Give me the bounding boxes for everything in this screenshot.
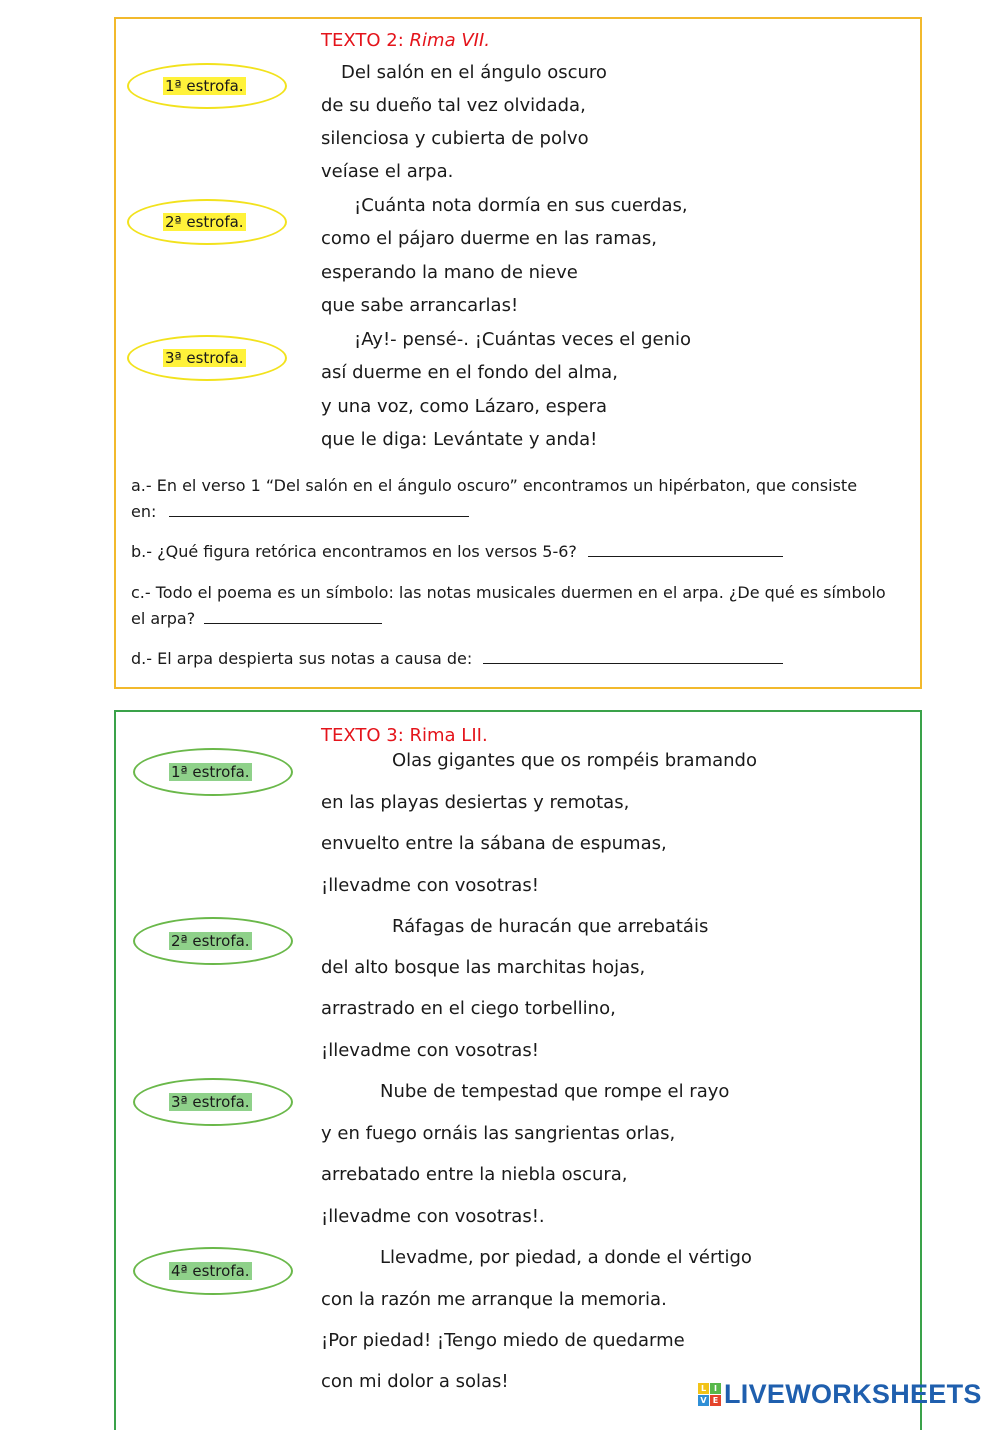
- answer-blank-d[interactable]: [483, 647, 783, 664]
- question-d: [131, 646, 891, 672]
- verse-line: ¡llevadme con vosotras!.: [321, 1206, 545, 1227]
- verse-line: envuelto entre la sábana de espumas,: [321, 833, 667, 854]
- texto3-stanza-tag-1[interactable]: [133, 748, 293, 796]
- stanza-label: 3ª estrofa.: [171, 1093, 250, 1111]
- verse-line: arrastrado en el ciego torbellino,: [321, 998, 616, 1019]
- answer-blank-c[interactable]: [204, 607, 382, 624]
- logo-mark-letter: I: [710, 1383, 721, 1394]
- verse-line: esperando la mano de nieve: [321, 262, 578, 283]
- answer-blank-b[interactable]: [588, 540, 783, 557]
- liveworksheets-logo[interactable]: [698, 1379, 982, 1409]
- verse-line: en las playas desiertas y remotas,: [321, 792, 630, 813]
- question-a-label: en:: [131, 502, 157, 521]
- logo-mark-letter: E: [710, 1395, 721, 1406]
- question-c-text: c.- Todo el poema es un símbolo: las notas musicales duermen en el arpa. ¿De qué es símbolo: [131, 583, 886, 602]
- question-a-answer-row: [131, 499, 891, 525]
- verse-line: ¡llevadme con vosotras!: [321, 875, 539, 896]
- verse-line: y una voz, como Lázaro, espera: [321, 396, 608, 417]
- texto3-box: [114, 710, 922, 1430]
- verse-line: ¡Por piedad! ¡Tengo miedo de quedarme: [321, 1330, 685, 1351]
- question-a-text: a.- En el verso 1 “Del salón en el ángulo oscuro” encontramos un hipérbaton, que consiste: [131, 476, 858, 495]
- stanza-label: 2ª estrofa.: [171, 932, 250, 950]
- question-b-text: b.- ¿Qué figura retórica encontramos en los versos 5-6?: [131, 542, 577, 561]
- answer-blank-a[interactable]: [169, 500, 469, 517]
- question-c-label: el arpa?: [131, 609, 196, 628]
- verse-line: del alto bosque las marchitas hojas,: [321, 957, 646, 978]
- verse-line: arrebatado entre la niebla oscura,: [321, 1164, 628, 1185]
- question-a: [131, 473, 891, 525]
- verse-line: Del salón en el ángulo oscuro: [341, 62, 607, 83]
- verse-line: ¡Cuánta nota dormía en sus cuerdas,: [354, 195, 688, 216]
- verse-line: de su dueño tal vez olvidada,: [321, 95, 586, 116]
- verse-line: y en fuego ornáis las sangrientas orlas,: [321, 1123, 676, 1144]
- logo-mark-letter: L: [698, 1383, 709, 1394]
- logo-mark-icon: [698, 1383, 721, 1406]
- texto2-title-italic: Rima VII.: [409, 30, 490, 51]
- verse-line: veíase el arpa.: [321, 161, 454, 182]
- verse-line: Llevadme, por piedad, a donde el vértigo: [380, 1247, 752, 1268]
- verse-line: con la razón me arranque la memoria.: [321, 1289, 667, 1310]
- question-c-answer-row: [131, 606, 891, 632]
- verse-line: que le diga: Levántate y anda!: [321, 429, 598, 450]
- stanza-label: 1ª estrofa.: [171, 763, 250, 781]
- texto2-stanza-tag-3[interactable]: [127, 335, 287, 381]
- verse-line: ¡Ay!- pensé-. ¡Cuántas veces el genio: [354, 329, 692, 350]
- texto3-title: TEXTO 3: Rima LII.: [321, 725, 488, 746]
- verse-line: ¡llevadme con vosotras!: [321, 1040, 539, 1061]
- question-d-text: d.- El arpa despierta sus notas a causa de:: [131, 649, 473, 668]
- texto2-stanza-tag-2[interactable]: [127, 199, 287, 245]
- logo-text: LIVEWORKSHEETS: [724, 1378, 982, 1409]
- texto3-stanza-tag-3[interactable]: [133, 1078, 293, 1126]
- texto2-stanza-tag-1[interactable]: [127, 63, 287, 109]
- verse-line: como el pájaro duerme en las ramas,: [321, 228, 657, 249]
- verse-line: Ráfagas de huracán que arrebatáis: [392, 916, 709, 937]
- stanza-label: 1ª estrofa.: [165, 77, 244, 95]
- texto3-stanza-tag-2[interactable]: [133, 917, 293, 965]
- question-c: [131, 580, 891, 632]
- stanza-label: 2ª estrofa.: [165, 213, 244, 231]
- verse-line: con mi dolor a solas!: [321, 1371, 509, 1392]
- verse-line: Olas gigantes que os rompéis bramando: [392, 750, 757, 771]
- logo-mark-letter: V: [698, 1395, 709, 1406]
- verse-line: así duerme en el fondo del alma,: [321, 362, 618, 383]
- texto3-stanza-tag-4[interactable]: [133, 1247, 293, 1295]
- stanza-label: 3ª estrofa.: [165, 349, 244, 367]
- verse-line: Nube de tempestad que rompe el rayo: [380, 1081, 730, 1102]
- question-b: [131, 539, 891, 565]
- texto2-title-prefix: TEXTO 2:: [321, 30, 404, 51]
- verse-line: silenciosa y cubierta de polvo: [321, 128, 589, 149]
- stanza-label: 4ª estrofa.: [171, 1262, 250, 1280]
- texto2-title: [321, 30, 490, 51]
- verse-line: que sabe arrancarlas!: [321, 295, 519, 316]
